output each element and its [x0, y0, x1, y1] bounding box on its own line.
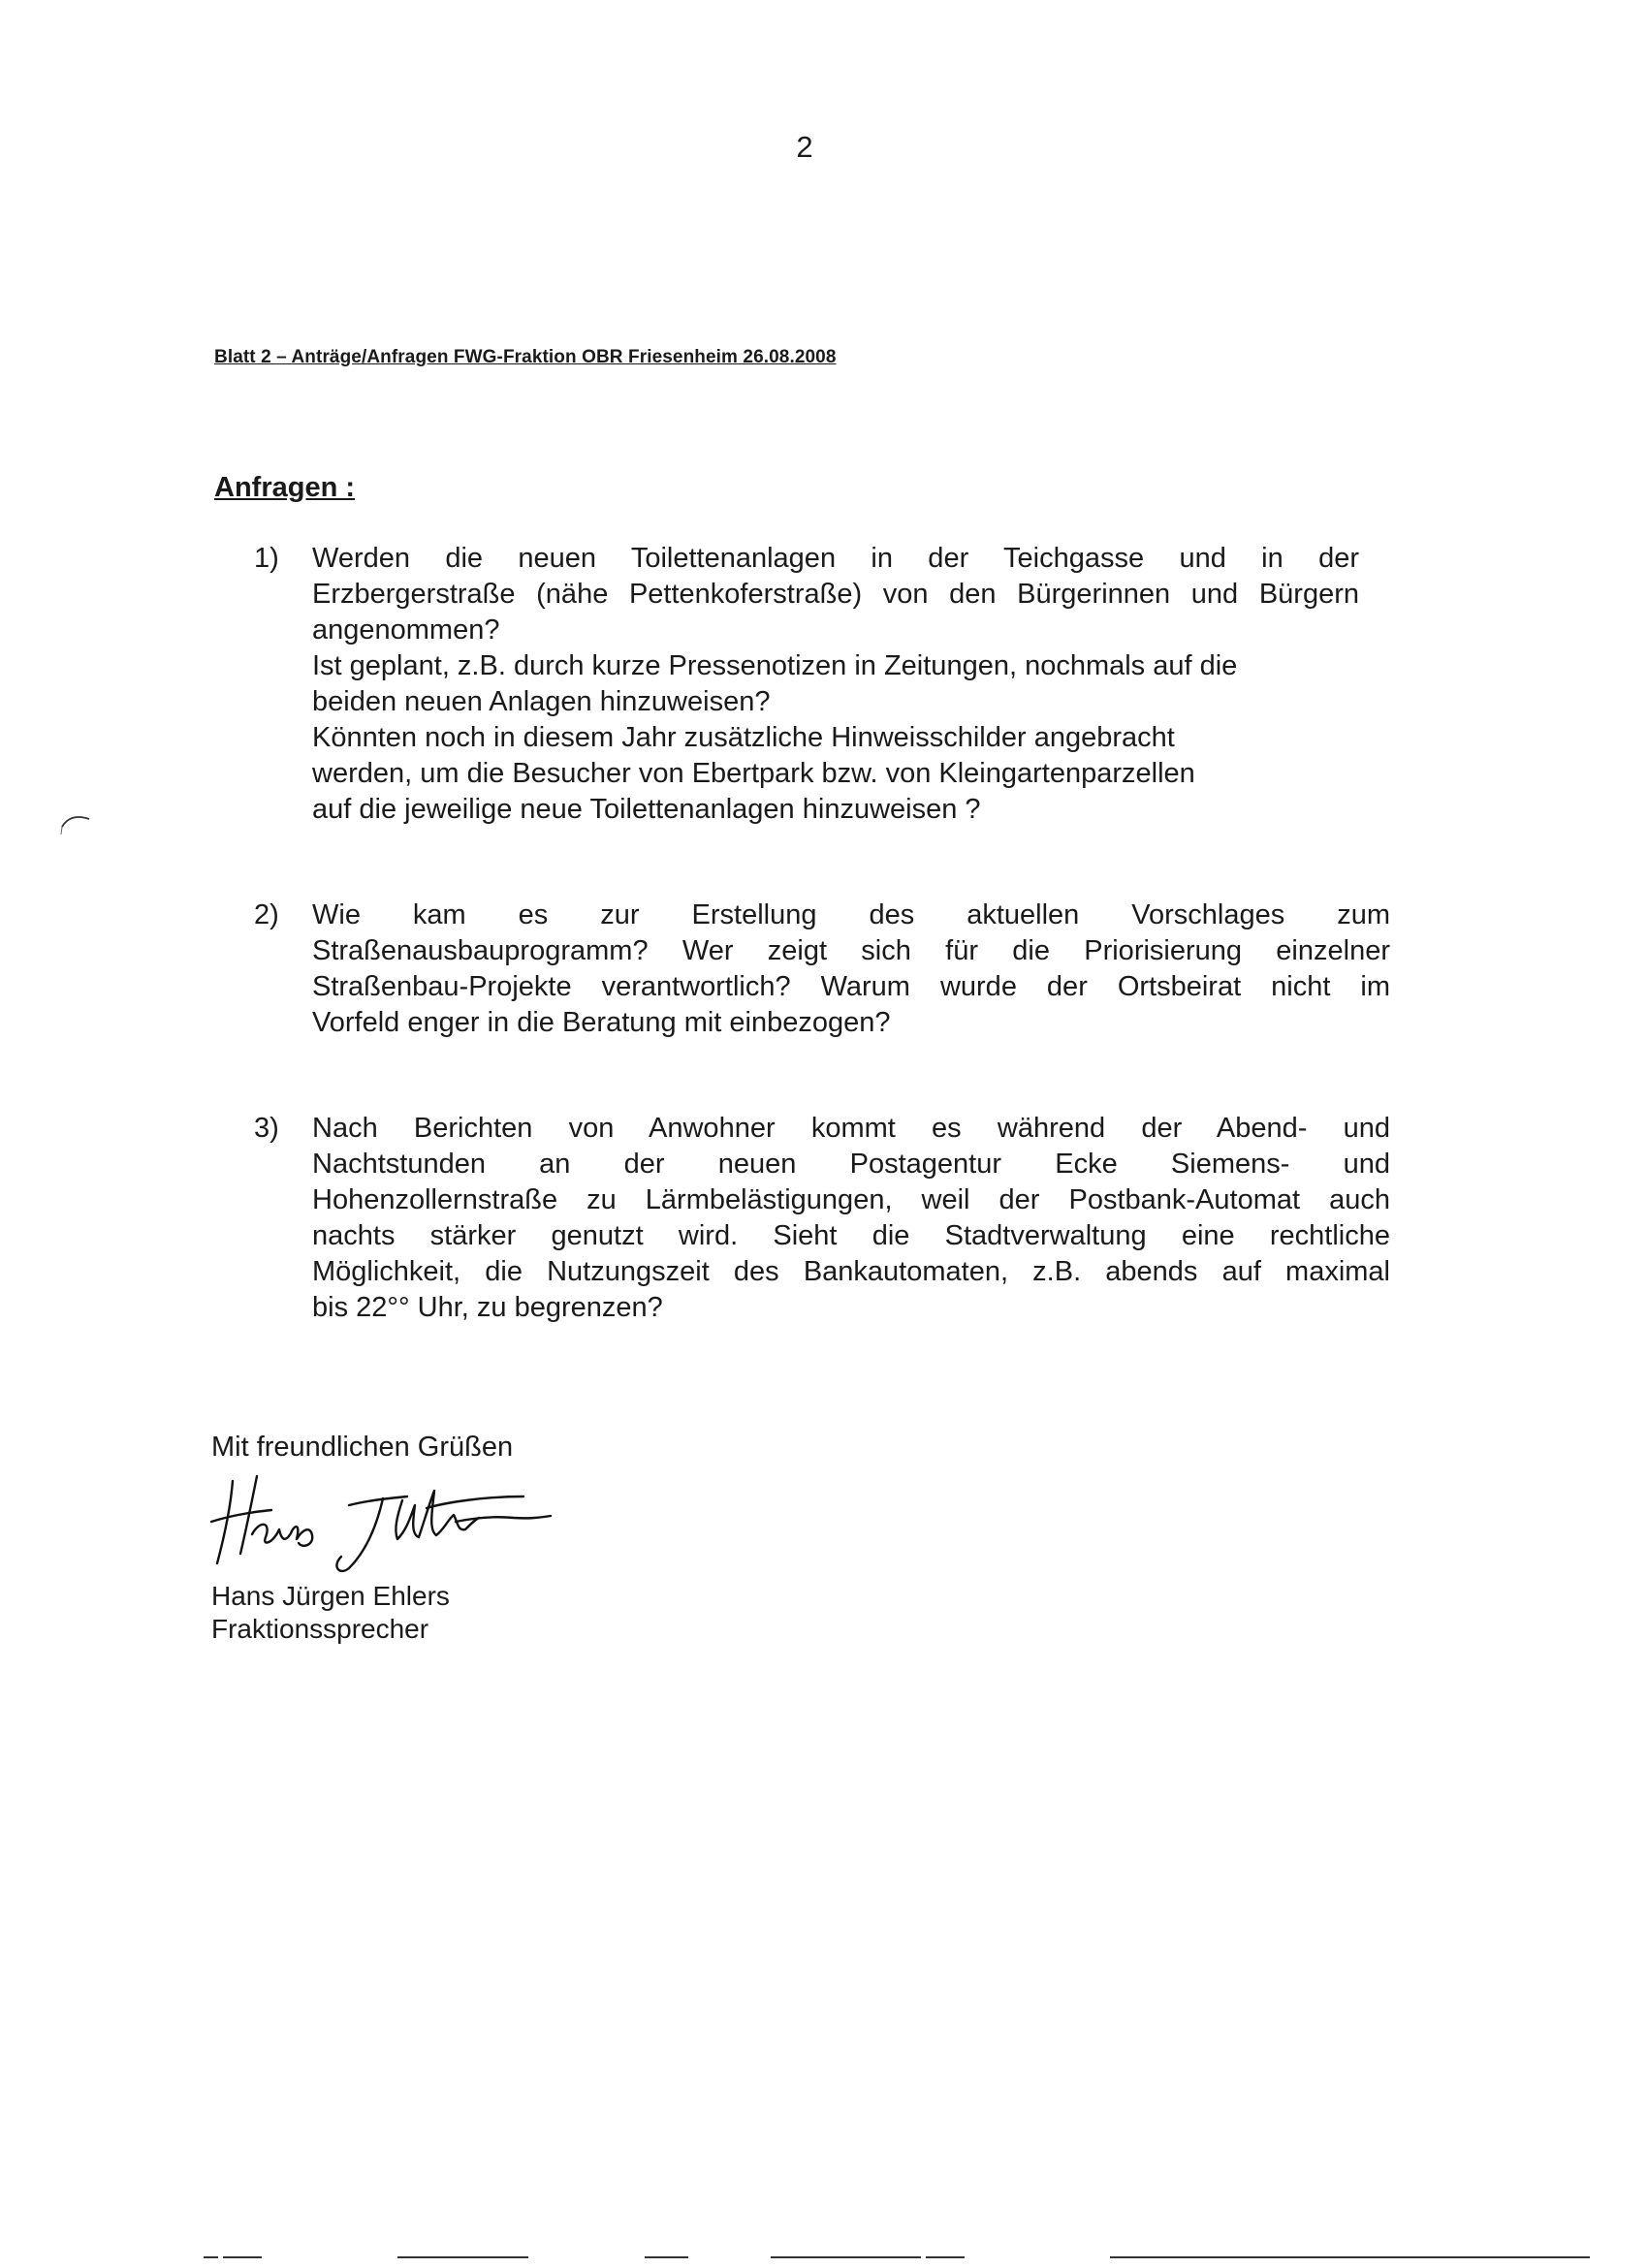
closing-greeting: Mit freundlichen Grüßen — [211, 1432, 514, 1463]
item-number: 3) — [254, 1113, 279, 1144]
item-number: 2) — [254, 899, 279, 930]
text-line: Nach Berichten von Anwohner kommt es während der Abend- und — [312, 1113, 1390, 1144]
signer-role: Fraktionssprecher — [211, 1614, 429, 1644]
signer-name: Hans Jürgen Ehlers — [211, 1581, 450, 1611]
text-line: Ist geplant, z.B. durch kurze Pressenotizen in Zeitungen, nochmals auf die — [312, 650, 1238, 681]
text-line: Straßenausbauprogramm? Wer zeigt sich für die Priorisierung einzelner — [312, 935, 1390, 966]
section-heading: Anfragen : — [214, 472, 355, 503]
text-line: bis 22°° Uhr, zu begrenzen? — [312, 1292, 663, 1323]
text-line: auf die jeweilige neue Toilettenanlagen hinzuweisen ? — [312, 794, 981, 825]
item-text — [312, 1111, 1390, 1326]
page-number: 2 — [796, 130, 813, 164]
item-text — [312, 541, 1359, 828]
text-line: Werden die neuen Toilettenanlagen in der Teichgasse und in der — [312, 543, 1359, 574]
handwritten-signature — [204, 1462, 553, 1578]
item-text — [312, 898, 1390, 1041]
text-line: beiden neuen Anlagen hinzuweisen? — [312, 686, 771, 717]
footer-scan-lines — [0, 2254, 1648, 2260]
text-line: Vorfeld enger in die Beratung mit einbezogen? — [312, 1007, 891, 1038]
text-line: werden, um die Besucher von Ebertpark bzw. von Kleingartenparzellen — [312, 758, 1195, 789]
text-line: nachts stärker genutzt wird. Sieht die Stadtverwaltung eine rechtliche — [312, 1220, 1390, 1251]
text-line: angenommen? — [312, 614, 500, 646]
sheet-header: Blatt 2 – Anträge/Anfragen FWG-Fraktion OBR Friesenheim 26.08.2008 — [214, 347, 837, 367]
item-number: 1) — [254, 543, 279, 574]
text-line: Straßenbau-Projekte verantwortlich? Warum wurde der Ortsbeirat nicht im — [312, 971, 1390, 1002]
text-line: Wie kam es zur Erstellung des aktuellen Vorschlages zum — [312, 899, 1390, 930]
text-line: Erzbergerstraße (nähe Pettenkoferstraße) von den Bürgerinnen und Bürgern — [312, 579, 1359, 610]
text-line: Nachtstunden an der neuen Postagentur Ecke Siemens- und — [312, 1149, 1390, 1180]
margin-mark — [56, 807, 95, 836]
signer-block — [211, 1580, 450, 1646]
text-line: Hohenzollernstraße zu Lärmbelästigungen, weil der Postbank-Automat auch — [312, 1184, 1390, 1215]
text-line: Könnten noch in diesem Jahr zusätzliche Hinweisschilder angebracht — [312, 722, 1175, 753]
text-line: Möglichkeit, die Nutzungszeit des Bankautomaten, z.B. abends auf maximal — [312, 1256, 1390, 1287]
